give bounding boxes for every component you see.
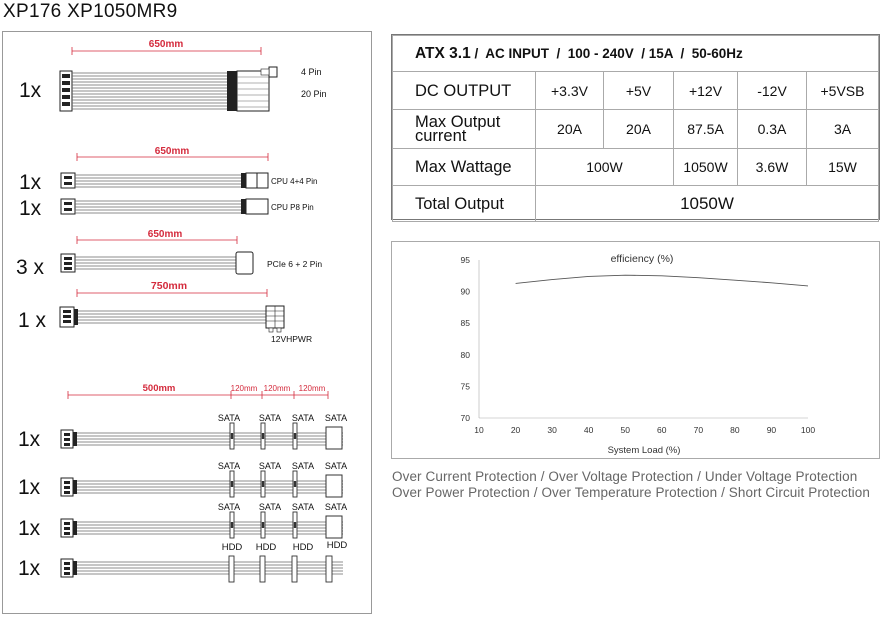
- x-tick-label: 40: [583, 425, 594, 435]
- row-2-conn-4: SATA: [324, 461, 348, 471]
- chart-x-axis-label: System Load (%): [607, 445, 681, 456]
- row-4-quantity: 1x: [18, 557, 41, 580]
- cpu-44pin-label: CPU 4+4 Pin: [271, 177, 318, 186]
- efficiency-chart: [391, 241, 880, 459]
- row-1-conn-1: SATA: [217, 413, 241, 423]
- row-1-conn-3: SATA: [291, 413, 315, 423]
- x-tick-label: 20: [510, 425, 521, 435]
- max-wattage-label: Max Wattage: [393, 149, 536, 186]
- row-2-conn-1: SATA: [217, 461, 241, 471]
- current-minus-12v: 0.3A: [738, 110, 807, 149]
- rail-12v: +12V: [674, 72, 738, 110]
- rail-5v: +5V: [604, 72, 674, 110]
- row-1-conn-4: SATA: [324, 413, 348, 423]
- atx-4pin-label: 4 Pin: [301, 67, 322, 77]
- sata-length-main: 500mm: [142, 383, 176, 394]
- row-2-conn-2: SATA: [258, 461, 282, 471]
- sata-length-segment-2: 120mm: [263, 384, 291, 393]
- total-output-row: [393, 186, 879, 222]
- chart-title: efficiency (%): [610, 253, 674, 265]
- x-tick-label: 50: [620, 425, 630, 435]
- row-3-conn-4: SATA: [324, 502, 348, 512]
- wattage-minus-12v: 3.6W: [738, 149, 807, 186]
- x-tick-label: 70: [693, 425, 704, 435]
- sata-length-segment-3: 120mm: [298, 384, 326, 393]
- current-3v3: 20A: [536, 110, 604, 149]
- rail-5vsb: +5VSB: [807, 72, 879, 110]
- dc-output-label: DC OUTPUT: [393, 72, 536, 110]
- protections-line-1: Over Current Protection / Over Voltage Protection / Under Voltage Protection: [392, 469, 858, 484]
- cable-diagram-panel: [2, 31, 372, 614]
- hpwr-length-label: 750mm: [150, 280, 188, 292]
- peripheral-cable-row-3: [18, 502, 347, 540]
- wattage-12v: 1050W: [674, 149, 738, 186]
- current-12v: 87.5A: [674, 110, 738, 149]
- current-5vsb: 3A: [807, 110, 879, 149]
- cpu-length-label: 650mm: [154, 146, 190, 157]
- atx-20pin-label: 20 Pin: [301, 89, 327, 99]
- spec-header-row: [393, 36, 879, 72]
- y-tick-label: 85: [460, 318, 470, 329]
- x-tick-label: 80: [730, 425, 740, 435]
- row-3-conn-2: SATA: [258, 502, 282, 512]
- y-tick-label: 70: [460, 413, 470, 423]
- peripheral-cable-row-4: [18, 540, 347, 582]
- row-4-conn-3: HDD: [292, 542, 314, 553]
- row-3-conn-1: SATA: [217, 502, 241, 512]
- pcie-length-label: 650mm: [147, 229, 183, 240]
- cpu-quantity-2: 1x: [19, 197, 42, 220]
- max-current-row: [393, 110, 879, 149]
- hpwr-quantity: 1 x: [18, 309, 47, 332]
- cpu-p8-label: CPU P8 Pin: [271, 203, 314, 212]
- protections-line-2: Over Power Protection / Over Temperature Protection / Short Circuit Protection: [392, 485, 870, 500]
- y-tick-label: 75: [460, 381, 470, 392]
- hpwr-cable: [18, 280, 312, 344]
- total-output-label: Total Output: [393, 186, 536, 222]
- y-tick-label: 90: [460, 286, 470, 297]
- x-tick-label: 60: [657, 425, 667, 435]
- max-wattage-row: [393, 149, 879, 186]
- atx-quantity: 1x: [19, 79, 42, 102]
- psu-spec-table: [391, 34, 880, 220]
- current-5v: 20A: [604, 110, 674, 149]
- cpu-quantity-1: 1x: [19, 171, 42, 194]
- peripheral-cable-row-2: [18, 461, 347, 499]
- wattage-3v3-5v: 100W: [536, 149, 674, 186]
- x-tick-label: 90: [766, 425, 777, 435]
- row-1-quantity: 1x: [18, 428, 41, 451]
- efficiency-series-line: [516, 275, 808, 286]
- total-output-value: 1050W: [536, 186, 879, 222]
- x-tick-label: 10: [474, 425, 484, 435]
- cpu-cables: [19, 146, 317, 220]
- pcie-connector-label: PCIe 6 + 2 Pin: [267, 259, 323, 269]
- row-3-quantity: 1x: [18, 517, 41, 540]
- row-4-conn-1: HDD: [221, 542, 243, 553]
- row-2-quantity: 1x: [18, 476, 41, 499]
- pcie-cable: [16, 229, 322, 279]
- wattage-5vsb: 15W: [807, 149, 879, 186]
- row-4-conn-2: HDD: [255, 542, 277, 553]
- sata-dimensions: [68, 383, 328, 399]
- x-tick-label: 30: [547, 425, 557, 435]
- page-title: XP176 XP1050MR9: [3, 1, 178, 22]
- max-current-label: Max Output current: [393, 110, 536, 149]
- atx-length-label: 650mm: [148, 39, 184, 50]
- row-4-conn-4: HDD: [326, 540, 348, 551]
- row-1-conn-2: SATA: [258, 413, 282, 423]
- pcie-quantity: 3 x: [16, 256, 45, 279]
- row-2-conn-3: SATA: [291, 461, 315, 471]
- y-tick-label: 95: [460, 255, 470, 265]
- ac-input-spec: / AC INPUT / 100 - 240V / 15A / 50-60Hz: [470, 45, 743, 61]
- row-3-conn-3: SATA: [291, 502, 315, 512]
- rail-3v3: +3.3V: [536, 72, 604, 110]
- x-tick-label: 100: [800, 425, 816, 435]
- y-tick-label: 80: [460, 349, 470, 360]
- sata-length-segment-1: 120mm: [230, 384, 258, 393]
- dc-output-row: [393, 72, 879, 110]
- hpwr-connector-label: 12VHPWR: [271, 334, 313, 344]
- atx-standard: ATX 3.1: [415, 44, 471, 62]
- peripheral-cable-row-1: [18, 413, 347, 451]
- rail-minus-12v: -12V: [738, 72, 807, 110]
- atx-cable: [19, 39, 327, 111]
